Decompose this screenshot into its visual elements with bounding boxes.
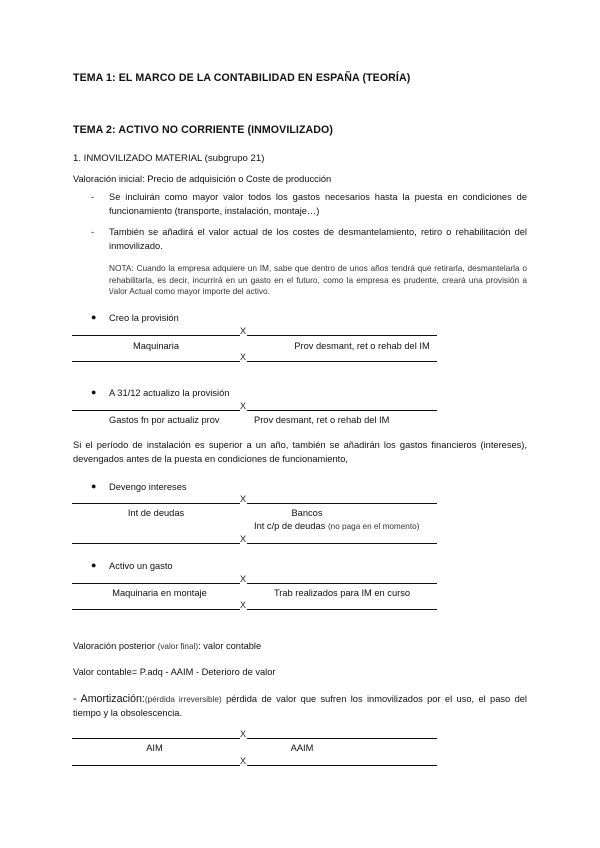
divider-line — [72, 765, 240, 766]
bullet-icon: ● — [91, 312, 97, 322]
divider-line — [247, 765, 437, 766]
debit-account: AIM — [146, 743, 163, 753]
divider-line — [72, 361, 240, 362]
entry-label: Activo un gasto — [109, 561, 173, 571]
dash-marker: - — [91, 192, 95, 202]
credit-account-2 — [254, 520, 419, 533]
entry-label: Devengo intereses — [109, 482, 187, 492]
credit-account-2-label: Int c/p de deudas — [254, 521, 326, 531]
x-mark: X — [240, 600, 247, 610]
credit-account: Prov desmant, ret o rehab del IM — [294, 341, 430, 351]
divider-line — [72, 738, 240, 739]
debit-account: Gastos fn por actualiz prov — [109, 415, 220, 425]
bullet-icon: ● — [91, 560, 97, 570]
debit-account: Maquinaria en montaje — [112, 588, 207, 598]
divider-line — [72, 609, 240, 610]
x-mark: X — [240, 534, 247, 544]
credit-account-2-note: (no paga en el momento) — [327, 522, 420, 531]
valoracion-posterior-rest: : valor contable — [198, 641, 262, 651]
divider-line — [247, 738, 437, 739]
divider-line — [72, 503, 240, 504]
divider-line — [247, 543, 437, 544]
bullet-icon: ● — [91, 387, 97, 397]
valor-contable: Valor contable= P.adq - AAIM - Deterioro de valor — [73, 667, 276, 677]
intereses-paragraph: Si el período de instalación es superior a un año, también se añadirán los gastos financieros (intereses), devengados antes de la puesta en condiciones de funcionamiento, — [73, 440, 527, 464]
divider-line — [72, 583, 240, 584]
entry-label: A 31/12 actualizo la provisión — [109, 388, 230, 398]
amortizacion-paragraph — [73, 693, 527, 720]
credit-account: Trab realizados para IM en curso — [273, 588, 411, 598]
tema2-title: TEMA 2: ACTIVO NO CORRIENTE (INMOVILIZADO) — [73, 124, 334, 136]
section1-title: 1. INMOVILIZADO MATERIAL (subgrupo 21) — [73, 153, 265, 164]
x-mark: X — [240, 494, 247, 504]
divider-line — [72, 335, 240, 336]
tema1-title: TEMA 1: EL MARCO DE LA CONTABILIDAD EN ESPAÑA (TEORÍA) — [73, 72, 411, 84]
bullet-icon: ● — [91, 481, 97, 491]
x-mark: X — [240, 401, 247, 411]
x-mark: X — [240, 574, 247, 584]
x-mark: X — [240, 326, 247, 336]
dash-marker: - — [91, 227, 95, 237]
credit-account: Prov desmant, ret o rehab del IM — [254, 415, 390, 425]
x-mark: X — [240, 756, 247, 766]
credit-account: AAIM — [290, 743, 314, 753]
amortizacion-text: pérdida de valor que sufren los inmovilizados por el uso, el paso del tiempo y la obsolescencia. — [73, 694, 527, 718]
dash-item-desmantelamiento: También se añadirá el valor actual de los costes de desmantelamiento, retiro o rehabilitación del inmovilizado. — [109, 227, 527, 251]
debit-account: Int de deudas — [127, 508, 185, 518]
valoracion-posterior-paren: (valor final) — [157, 642, 199, 651]
valoracion-posterior-label: Valoración posterior — [73, 641, 155, 651]
entry-label: Creo la provisión — [109, 313, 179, 323]
nota-paragraph: NOTA: Cuando la empresa adquiere un IM, sabe que dentro de unos años tendrá que retirarla, desmantelarla o rehabilitarla, es decir, incurrirá en un gasto en el futuro, como la empresa es prudente, creará una provisión a \/alor Actual como mayor importe del activo. — [109, 263, 527, 297]
divider-line — [247, 583, 437, 584]
divider-line — [247, 609, 437, 610]
x-mark: X — [240, 729, 247, 739]
divider-line — [247, 410, 437, 411]
amortizacion-paren: (pérdida irreversible) — [144, 695, 222, 704]
dash-item-gastos: Se incluirán como mayor valor todos los gastos necesarios hasta la puesta en condiciones de funcionamiento (transporte, instalación, montaje…) — [109, 192, 527, 216]
debit-account: Maquinaria — [133, 341, 179, 351]
valoracion-inicial: Valoración inicial: Precio de adquisición o Coste de producción — [73, 174, 332, 184]
x-mark: X — [240, 352, 247, 362]
credit-account: Bancos — [291, 508, 323, 518]
amortizacion-prefix: - Amortización: — [73, 693, 145, 705]
divider-line — [72, 543, 240, 544]
valoracion-posterior — [73, 640, 261, 653]
divider-line — [247, 503, 437, 504]
divider-line — [247, 335, 437, 336]
divider-line — [247, 361, 437, 362]
divider-line — [72, 410, 240, 411]
